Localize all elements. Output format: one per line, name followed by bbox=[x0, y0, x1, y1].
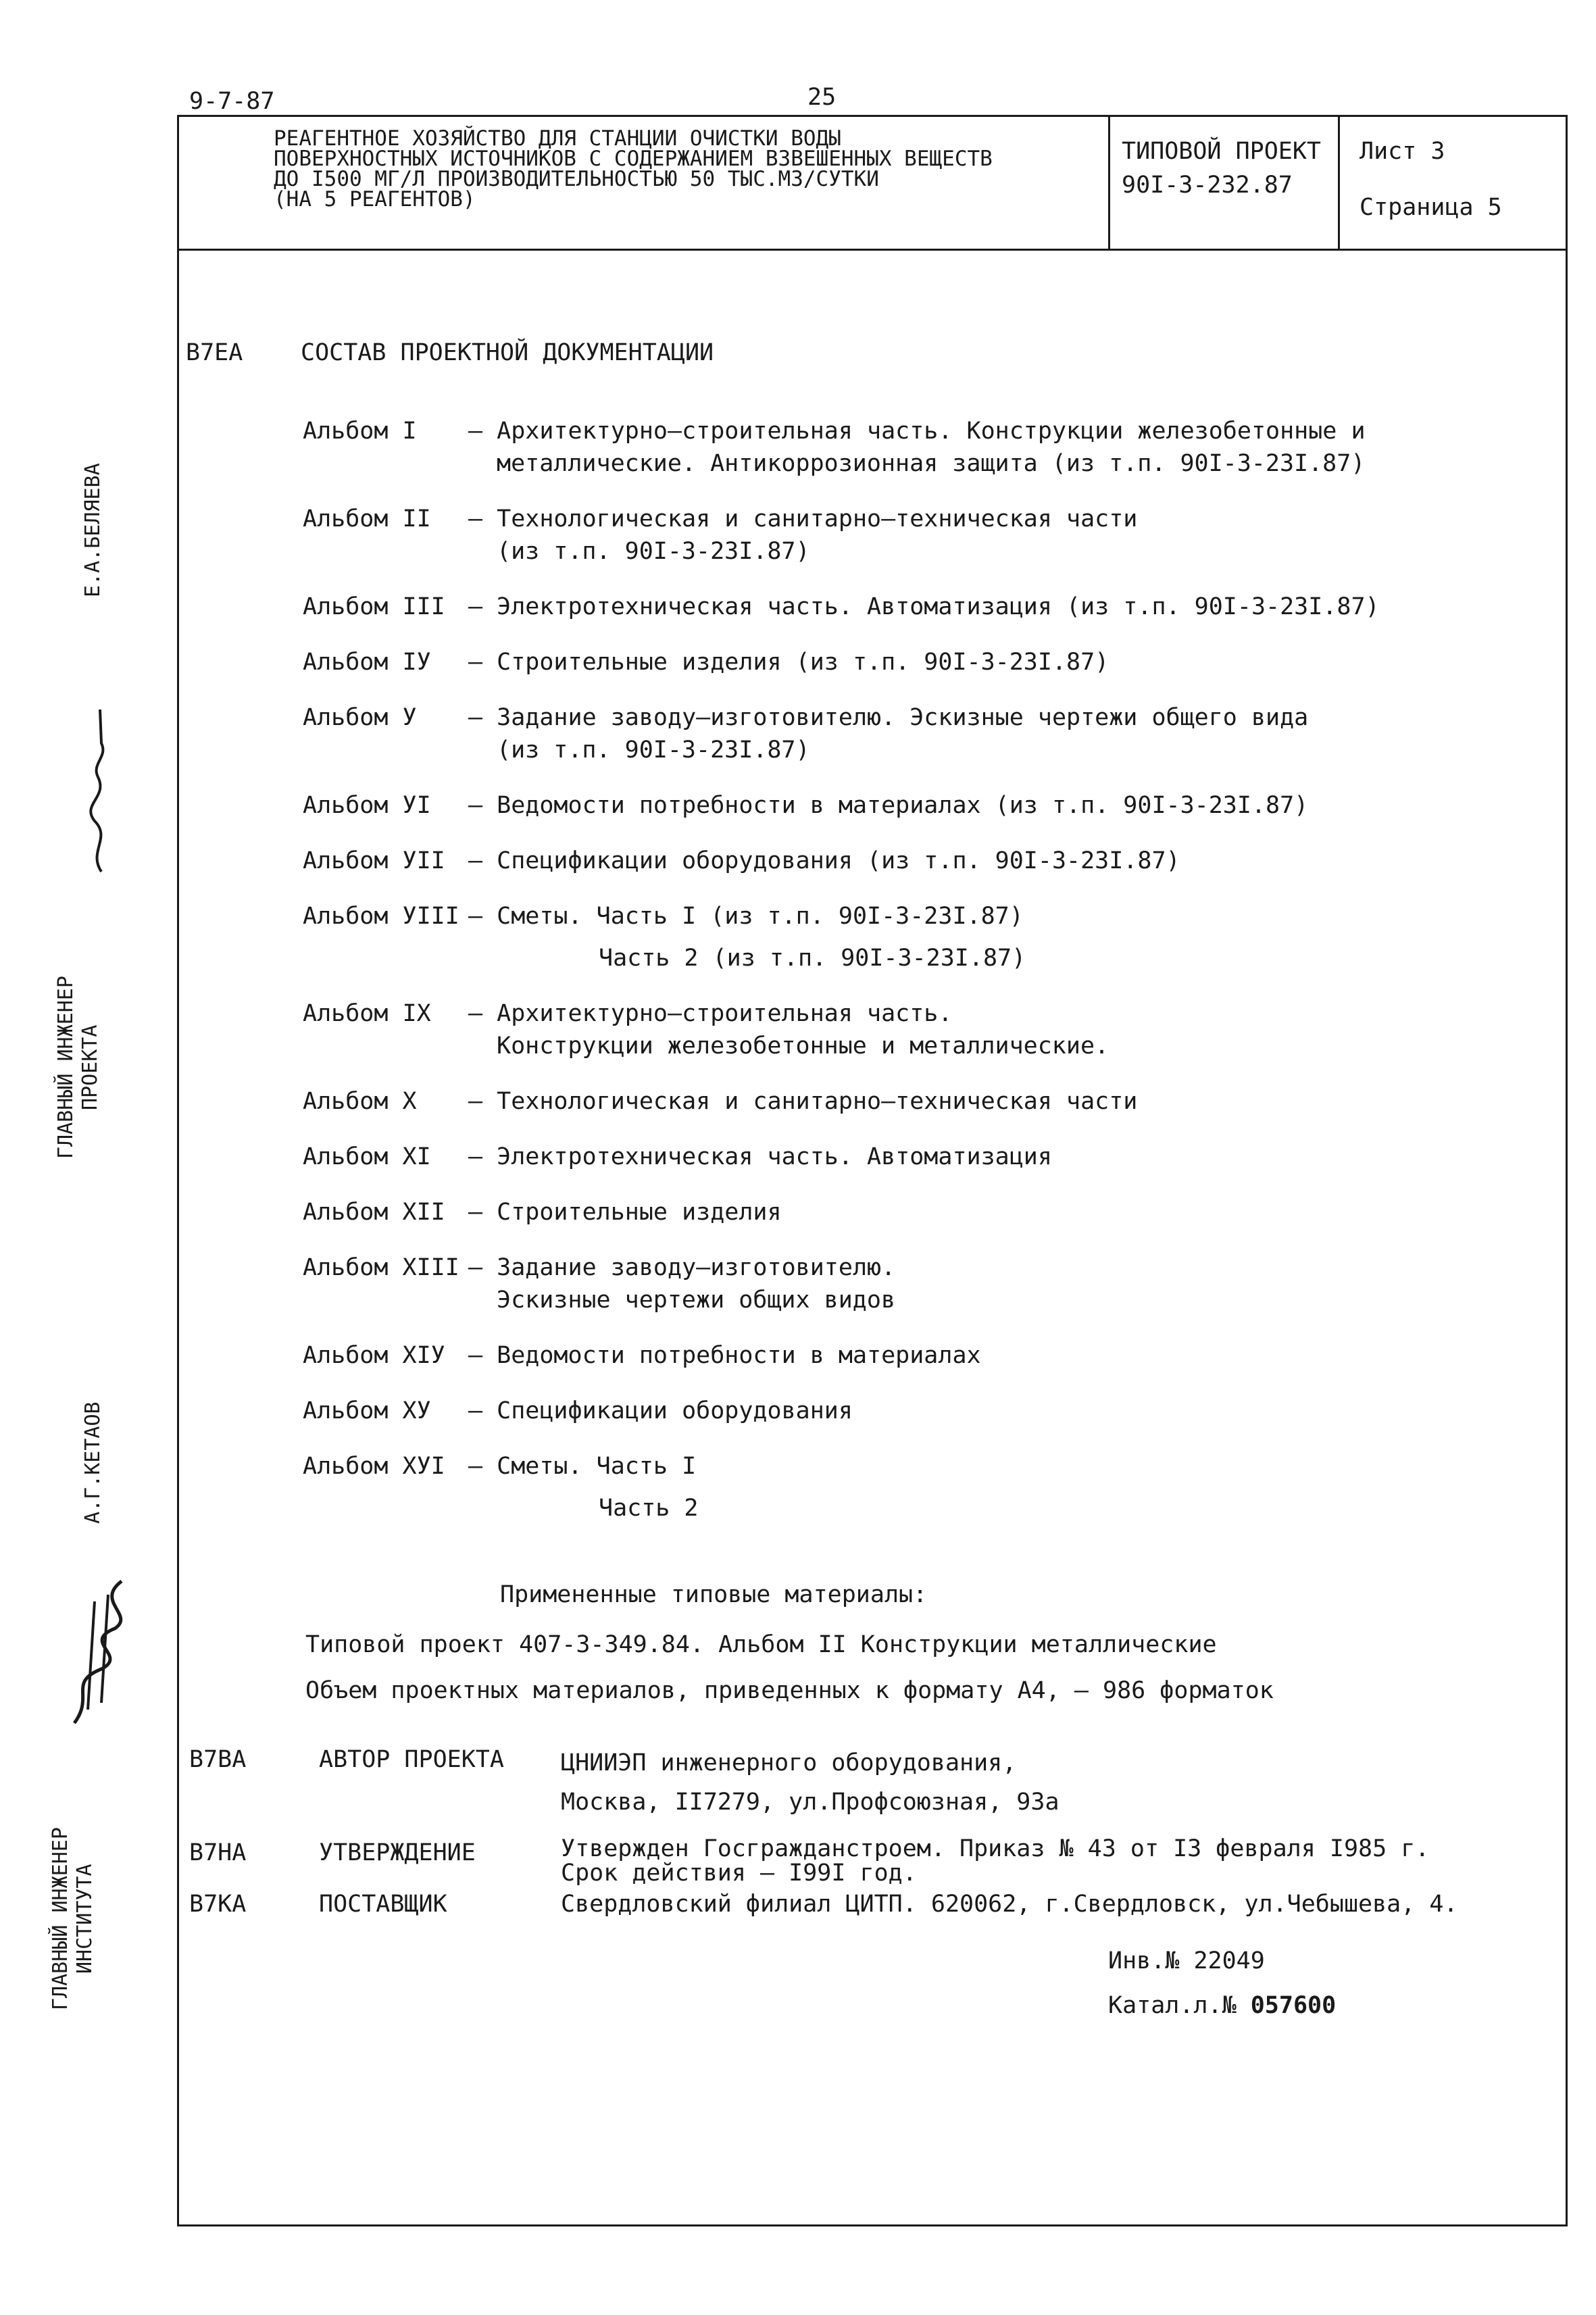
project-number: 90I-3-232.87 bbox=[1122, 172, 1293, 199]
applied-materials-line-2: Объем проектных материалов, приведенных к формату А4, – 986 форматок bbox=[305, 1677, 1274, 1704]
title-block-divider-1 bbox=[1108, 115, 1110, 250]
inventory-number bbox=[1108, 1945, 1265, 1977]
album-description bbox=[468, 1339, 981, 1372]
signature-ketaov bbox=[54, 1574, 142, 1730]
section-code: В7ЕА bbox=[186, 339, 243, 366]
album-entry bbox=[303, 1450, 1380, 1483]
signer-ketaov: А.Г.КЕТАОВ bbox=[81, 1401, 105, 1524]
album-entry bbox=[303, 1085, 1380, 1118]
applied-materials-line-1: Типовой проект 407-3-349.84. Альбом II Конструкции металлические bbox=[305, 1631, 1217, 1658]
album-description-line: (из т.п. 90I-3-23I.87) bbox=[497, 538, 810, 565]
album-description-line: – Задание заводу–изготовителю. Эскизные чертежи общего вида bbox=[468, 704, 1309, 731]
album-description-line: Часть 2 bbox=[599, 1495, 699, 1522]
title-line-1: РЕАГЕНТНОЕ ХОЗЯЙСТВО ДЛЯ СТАНЦИИ ОЧИСТКИ ВОДЫ bbox=[274, 126, 841, 151]
catalog-number bbox=[1108, 1989, 1336, 2022]
page-label: Страница 5 bbox=[1360, 194, 1502, 221]
album-description-line: – Строительные изделия (из т.п. 90I-3-23I.87) bbox=[468, 649, 1109, 676]
album-description bbox=[468, 701, 1308, 766]
album-entry bbox=[303, 503, 1380, 568]
album-list bbox=[303, 415, 1380, 1547]
album-description-line: – Архитектурно–строительная часть. bbox=[468, 1000, 953, 1027]
album-label: Альбом II bbox=[303, 505, 431, 532]
chief-institute-engineer-text: ГЛАВНЫЙ ИНЖЕНЕР ИНСТИТУТА bbox=[49, 1827, 97, 2011]
album-description bbox=[468, 789, 1308, 822]
catalog-value: 057600 bbox=[1250, 1992, 1337, 2019]
field-approval-value bbox=[561, 1837, 1429, 1885]
album-description-line: – Сметы. Часть I (из т.п. 90I-3-23I.87) bbox=[468, 903, 1024, 930]
album-description-line: – Технологическая и санитарно–техническая части bbox=[468, 1088, 1138, 1115]
field-author-code: В7ВА bbox=[189, 1746, 247, 1773]
album-description-line: – Строительные изделия bbox=[468, 1199, 782, 1226]
applied-materials-heading: Примененные типовые материалы: bbox=[500, 1581, 928, 1608]
album-entry bbox=[303, 591, 1380, 623]
title-block-bottom-rule bbox=[177, 249, 1568, 251]
album-label: Альбом XУI bbox=[303, 1453, 445, 1480]
title-block-divider-2 bbox=[1338, 115, 1340, 250]
album-description bbox=[468, 1251, 895, 1316]
album-description bbox=[468, 1492, 699, 1524]
album-description bbox=[468, 646, 1109, 678]
album-label bbox=[303, 942, 468, 974]
album-entry bbox=[303, 1196, 1380, 1228]
album-label: Альбом XI bbox=[303, 1143, 431, 1170]
signer-beliaeva: Е.А.БЕЛЯЕВА bbox=[81, 463, 105, 598]
album-description-line: – Сметы. Часть I bbox=[468, 1453, 697, 1480]
album-description bbox=[468, 942, 1026, 974]
album-description-line: – Электротехническая часть. Автоматизация bbox=[468, 1143, 1052, 1170]
album-entry bbox=[303, 789, 1380, 822]
album-description-line: – Технологическая и санитарно–техническая части bbox=[468, 505, 1138, 532]
album-label: Альбом IУ bbox=[303, 649, 431, 676]
album-entry bbox=[303, 1339, 1380, 1372]
chief-project-engineer-label bbox=[54, 960, 108, 1176]
album-description bbox=[468, 1450, 696, 1483]
album-label bbox=[303, 1492, 468, 1524]
album-entry bbox=[303, 1492, 1380, 1524]
album-entry bbox=[303, 900, 1380, 932]
field-author-value bbox=[561, 1743, 1059, 1822]
album-description-line: Часть 2 (из т.п. 90I-3-23I.87) bbox=[599, 945, 1026, 972]
page-number: 25 bbox=[807, 84, 837, 111]
album-description-line: Эскизные чертежи общих видов bbox=[497, 1287, 896, 1314]
album-entry bbox=[303, 646, 1380, 678]
album-description bbox=[468, 1395, 853, 1427]
album-description-line: – Ведомости потребности в материалах (из т.п. 90I-3-23I.87) bbox=[468, 792, 1309, 819]
field-author-line-1: ЦНИИЭП инженерного оборудования, bbox=[561, 1749, 1017, 1776]
album-description-line: – Задание заводу–изготовителю. bbox=[468, 1254, 896, 1281]
album-entry bbox=[303, 415, 1380, 480]
album-entry bbox=[303, 942, 1380, 974]
title-line-4: (НА 5 РЕАГЕНТОВ) bbox=[274, 187, 476, 211]
field-approval-code: В7НА bbox=[189, 1839, 247, 1866]
album-description bbox=[468, 845, 1180, 877]
field-approval-label: УТВЕРЖДЕНИЕ bbox=[319, 1839, 476, 1866]
project-label: ТИПОВОЙ ПРОЕКТ bbox=[1122, 138, 1322, 165]
album-label: Альбом УII bbox=[303, 847, 445, 874]
title-line-2: ПОВЕРХНОСТНЫХ ИСТОЧНИКОВ С СОДЕРЖАНИЕМ ВЗВЕШЕННЫХ ВЕЩЕСТВ bbox=[274, 147, 993, 171]
album-entry bbox=[303, 1395, 1380, 1427]
title-block-title bbox=[274, 128, 993, 209]
album-description-line: (из т.п. 90I-3-23I.87) bbox=[497, 737, 810, 764]
album-description-line: – Электротехническая часть. Автоматизация (из т.п. 90I-3-23I.87) bbox=[468, 593, 1380, 620]
field-author-label: АВТОР ПРОЕКТА bbox=[319, 1746, 504, 1773]
album-label: Альбом IX bbox=[303, 1000, 431, 1027]
album-label: Альбом УIII bbox=[303, 903, 459, 930]
album-entry bbox=[303, 845, 1380, 877]
album-label: Альбом У bbox=[303, 704, 417, 731]
album-description-line: металлические. Антикоррозионная защита (из т.п. 90I-3-23I.87) bbox=[497, 450, 1366, 477]
album-label: Альбом III bbox=[303, 593, 445, 620]
album-label: Альбом УI bbox=[303, 792, 431, 819]
album-label: Альбом I bbox=[303, 418, 417, 445]
album-label: Альбом XII bbox=[303, 1199, 445, 1226]
album-description-line: – Спецификации оборудования bbox=[468, 1397, 853, 1424]
chief-institute-engineer-label bbox=[49, 1811, 109, 2027]
doc-id: 9-7-87 bbox=[189, 88, 275, 115]
album-description-line: – Ведомости потребности в материалах bbox=[468, 1342, 981, 1369]
album-description bbox=[468, 1085, 1137, 1118]
section-title: СОСТАВ ПРОЕКТНОЙ ДОКУМЕНТАЦИИ bbox=[301, 339, 714, 366]
field-supplier-code: В7КА bbox=[189, 1891, 247, 1918]
album-description bbox=[468, 591, 1380, 623]
field-supplier-label: ПОСТАВЩИК bbox=[319, 1891, 447, 1918]
album-entry bbox=[303, 1251, 1380, 1316]
album-description bbox=[468, 1141, 1052, 1173]
album-description-line: – Архитектурно–строительная часть. Конструкции железобетонные и bbox=[468, 418, 1366, 445]
field-supplier-value: Свердловский филиал ЦИТП. 620062, г.Свердловск, ул.Чебышева, 4. bbox=[561, 1891, 1458, 1918]
album-description-line: Конструкции железобетонные и металлические. bbox=[497, 1032, 1109, 1060]
album-entry bbox=[303, 701, 1380, 766]
album-description bbox=[468, 415, 1366, 480]
album-label: Альбом XIII bbox=[303, 1254, 459, 1281]
field-approval-line-2: Срок действия – I99I год. bbox=[561, 1860, 917, 1887]
album-label: Альбом XУ bbox=[303, 1397, 431, 1424]
inventory-value: 22049 bbox=[1193, 1947, 1265, 1974]
album-description bbox=[468, 503, 1137, 568]
catalog-label: Катал.л.№ bbox=[1108, 1992, 1237, 2019]
album-entry bbox=[303, 1141, 1380, 1173]
title-line-3: ДО I500 МГ/Л ПРОИЗВОДИТЕЛЬНОСТЬЮ 50 ТЫС.М3/СУТКИ bbox=[274, 167, 879, 191]
inventory-label: Инв.№ bbox=[1108, 1947, 1180, 1974]
field-author-line-2: Москва, II7279, ул.Профсоюзная, 93а bbox=[561, 1789, 1059, 1816]
album-entry bbox=[303, 997, 1380, 1062]
album-description bbox=[468, 1196, 782, 1228]
album-description bbox=[468, 900, 1024, 932]
signature-beliaeva bbox=[74, 703, 122, 878]
chief-project-engineer-text: ГЛАВНЫЙ ИНЖЕНЕР ПРОЕКТА bbox=[54, 976, 102, 1160]
album-description-line: – Спецификации оборудования (из т.п. 90I-3-23I.87) bbox=[468, 847, 1180, 874]
album-label: Альбом X bbox=[303, 1088, 417, 1115]
sheet-number: Лист 3 bbox=[1360, 138, 1445, 165]
album-label: Альбом XIУ bbox=[303, 1342, 445, 1369]
album-description bbox=[468, 997, 1109, 1062]
field-approval-line-1: Утвержден Госгражданстроем. Приказ № 43 от I3 февраля I985 г. bbox=[561, 1835, 1430, 1862]
